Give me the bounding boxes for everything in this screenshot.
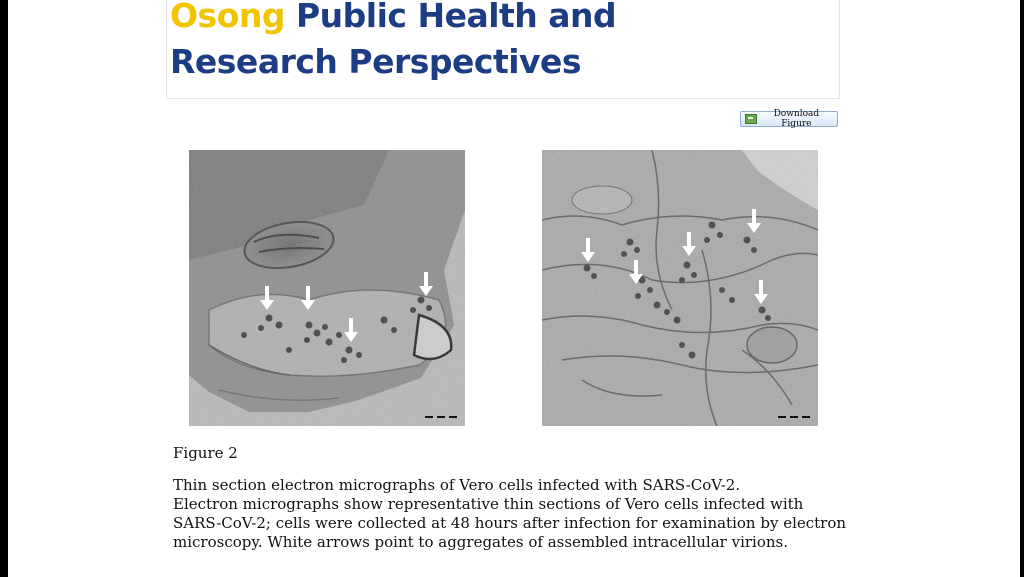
article-page bbox=[8, 0, 1020, 577]
download-figure-button[interactable] bbox=[740, 111, 838, 127]
journal-title-osong: Osong bbox=[170, 0, 285, 35]
figure-label: Figure 2 bbox=[173, 444, 238, 462]
figure-legend: Electron micrographs show representative thin sections of Vero cells infected with SARS-CoV-2; cells were collected at 48 hours after infection for examination by electron microscopy. White arrows point to aggregates of assembled intracellular virions. bbox=[173, 495, 847, 551]
journal-title-line-2: Research Perspectives bbox=[170, 42, 582, 81]
micrograph-panel-b bbox=[542, 150, 818, 426]
figure-caption bbox=[173, 476, 853, 552]
figure-title: Thin section electron micrographs of Vero cells infected with SARS-CoV-2. bbox=[173, 476, 741, 494]
micrograph-b-image bbox=[542, 150, 818, 426]
micrograph-panel-a bbox=[189, 150, 465, 426]
download-figure-label: Download Figure bbox=[773, 109, 820, 129]
journal-title-public-health: Public Health and bbox=[284, 0, 617, 35]
micrograph-a-image bbox=[189, 150, 465, 426]
journal-title-line-1 bbox=[170, 0, 616, 36]
journal-masthead bbox=[166, 0, 840, 99]
download-figure-icon bbox=[745, 114, 757, 124]
